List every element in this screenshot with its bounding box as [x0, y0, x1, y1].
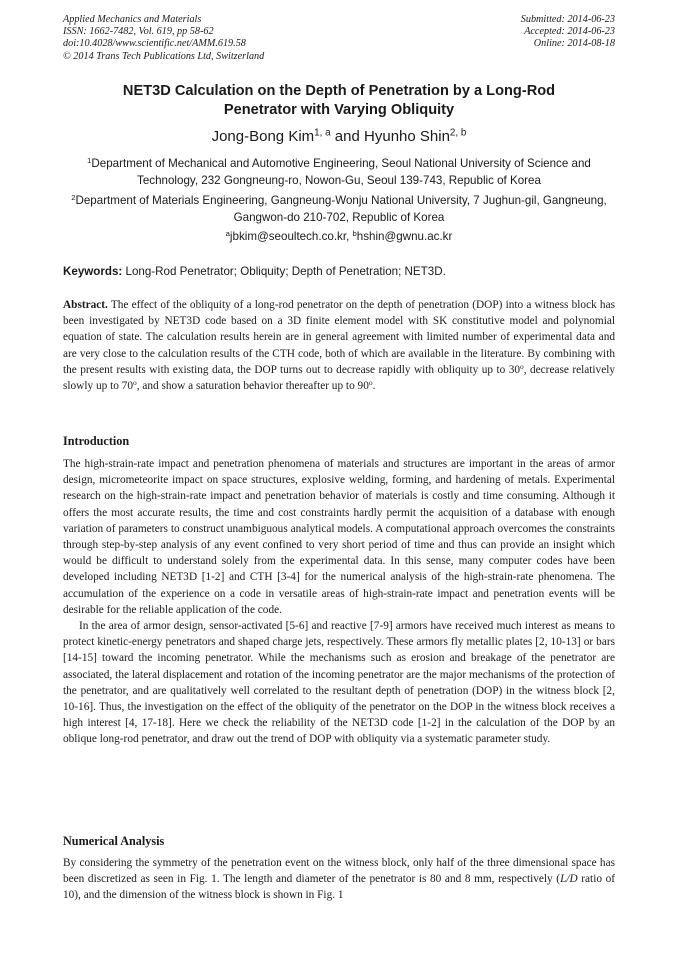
abstract	[63, 297, 615, 394]
degree-mark-2: o	[132, 377, 137, 387]
journal-name: Applied Mechanics and Materials	[63, 14, 202, 25]
numerical-analysis-heading: Numerical Analysis	[63, 834, 165, 848]
introduction-paragraph-1: The high-strain-rate impact and penetration phenomena of materials and structures are important in the areas of armor design, micrometeorite impact on space structures, explosive welding, forming, and hardening of metals. Experimental research on the high-strain-rate impact and penetration behavior of materials is costly and time consuming. Although it offers the most accurate results, the time and cost constraints hardly permit the acquisition of a database with enough variation of parameters to construct unambiguous analytical models. A computational approach overcomes the constraints through step-by-step analysis of any event confined to very short period of time and thus can provide an insight which would be difficult to understand solely from the experimental data. In this sense, many computer codes have been developed including NET3D [1-2] and CTH [3-4] for the numerical analysis of the high-strain-rate phenomena. The accumulation of the experience on a code in versatile areas of high-strain-rate impact and penetration events will be desirable for the reliable application of the code.	[63, 458, 615, 616]
numerical-text-1: By considering the symmetry of the penetration event on the witness block, only half of the three dimensional space has been discretized as seen in Fig. 1. The length and diameter of the penetrator is 80 and 8 mm, respectively (	[63, 857, 615, 886]
title-line-1: NET3D Calculation on the Depth of Penetration by a Long-Rod	[122, 83, 556, 99]
author-1-affiliation-mark: 1, a	[314, 127, 331, 139]
submitted-date: Submitted: 2014-06-23	[520, 14, 615, 25]
email-b-mark: b	[352, 228, 357, 238]
author-1-name: Jong-Bong Kim	[211, 128, 315, 145]
numerical-text-2: ratio of 10), and the dimension of the witness block is shown in Fig. 1	[63, 873, 616, 902]
issn-line: ISSN: 1662-7482, Vol. 619, pp 58-62	[63, 26, 214, 38]
affiliation-1-mark: 1	[87, 155, 92, 165]
email-a[interactable]: jbkim@seoultech.co.kr,	[229, 230, 353, 243]
abstract-label: Abstract.	[63, 299, 108, 311]
doi-line[interactable]: doi:10.4028/www.scientific.net/AMM.619.58	[63, 38, 246, 50]
accepted-date: Accepted: 2014-06-23	[524, 26, 615, 38]
degree-mark-1: o	[520, 361, 524, 371]
abstract-text-3: , and show a saturation behavior thereafter up to 90	[136, 380, 369, 393]
author-2-name: Hyunho Shin	[364, 128, 450, 145]
affiliation-2	[63, 193, 615, 226]
numerical-analysis-body	[63, 855, 615, 904]
abstract-text-1: The effect of the obliquity of a long-rod penetrator on the depth of penetration (DOP) into a witness block has been investigated by NET3D code based on a 3D finite element model with SK constitutive model and polynomial equation of state. The calculation results herein are in general agreement with limited number of experimental data and are very close to the calculation results of the CTH code, both of which are available in the literature. By combining with the present results with existing data, the DOP turns out to decrease rapidly with obliquity up to 30	[63, 299, 615, 376]
affiliation-1	[63, 156, 615, 189]
author-list	[63, 128, 615, 146]
author-emails	[63, 229, 615, 246]
keywords-text: Long-Rod Penetrator; Obliquity; Depth of Penetration; NET3D.	[122, 265, 446, 278]
abstract-text-2: , decrease relatively slowly up to 70	[63, 363, 615, 393]
author-conjunction: and	[330, 128, 365, 145]
degree-mark-3: o	[368, 377, 373, 387]
title-line-2: Penetrator with Varying Obliquity	[223, 101, 455, 118]
copyright-line: © 2014 Trans Tech Publications Ltd, Switzerland	[63, 50, 265, 62]
author-2-affiliation-mark: 2, b	[449, 127, 467, 139]
keywords-label: Keywords:	[63, 265, 123, 278]
introduction-body	[63, 456, 615, 748]
affiliation-1-text: Department of Mechanical and Automotive Engineering, Seoul National University of Science and Technology, 232 Gongneung-ro, Nowon-Gu, Seoul 139-743, Republic of Korea	[91, 157, 591, 187]
online-date: Online: 2014-08-18	[533, 38, 615, 50]
keywords	[63, 264, 615, 280]
ld-ratio-symbol: L/D	[560, 873, 578, 886]
affiliation-2-mark: 2	[71, 192, 76, 202]
affiliation-2-text: Department of Materials Engineering, Gangneung-Wonju National University, 7 Jughun-gil, Gangneung, Gangwon-do 210-702, Republic of Korea	[75, 194, 607, 224]
paper-title	[63, 82, 615, 119]
email-a-mark: a	[225, 228, 230, 238]
introduction-heading: Introduction	[63, 434, 130, 448]
header-right	[521, 14, 615, 51]
email-b[interactable]: hshin@gwnu.ac.kr	[356, 230, 453, 243]
introduction-paragraph-2: In the area of armor design, sensor-activated [5-6] and reactive [7-9] armors have received much interest as means to protect kinetic-energy penetrators and shaped charge jets, respectively. These armors fly metallic plates [2, 10-13] or bars [14-15] toward the incoming penetrator. While the mechanisms such as erosion and breakage of the penetrator are associated, the lateral displacement and rotation of the incoming penetrator are the major mechanisms of the protection of the penetrator, and are qualitatively well correlated to the resultant depth of penetration (DOP) in the witness block [2, 10-16]. Thus, the investigation on the effect of the obliquity of the penetrator on the DOP in the witness block receives a high interest [4, 17-18]. Here we check the reliability of the NET3D code [1-2] in the calculation of the DOP by an oblique long-rod penetrator, and draw out the trend of DOP with obliquity via a systematic parameter study.	[63, 620, 615, 746]
abstract-text-4: .	[372, 380, 376, 393]
header-left	[63, 14, 264, 63]
